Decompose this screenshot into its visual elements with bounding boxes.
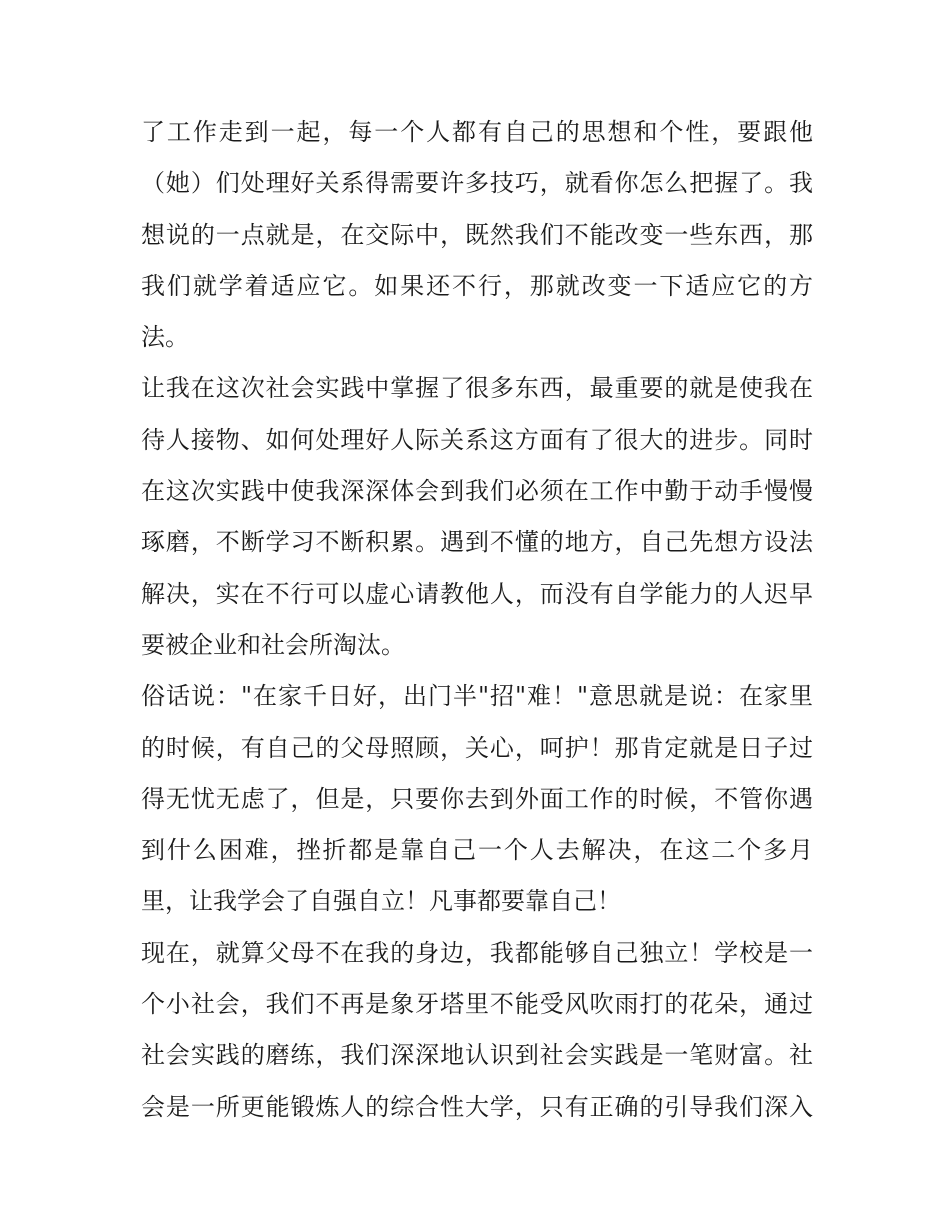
text-line: 解决，实在不行可以虚心请教他人，而没有自学能力的人迟早: [141, 579, 813, 608]
text-line: 现在，就算父母不在我的身边，我都能够自己独立！学校是一: [141, 938, 813, 967]
text-line: 到什么困难，挫折都是靠自己一个人去解决，在这二个多月: [141, 836, 813, 865]
paragraph-3: [141, 671, 813, 927]
text-line: 里，让我学会了自强自立！凡事都要靠自己！: [141, 887, 621, 916]
paragraph-1: [141, 107, 813, 363]
text-line: 待人接物、如何处理好人际关系这方面有了很大的进步。同时: [141, 425, 813, 454]
text-line: 让我在这次社会实践中掌握了很多东西，最重要的就是使我在: [141, 374, 813, 403]
paragraph-4: [141, 928, 813, 1133]
text-line: 琢磨，不断学习不断积累。遇到不懂的地方，自己先想方设法: [141, 528, 813, 557]
text-line: 会是一所更能锻炼人的综合性大学，只有正确的引导我们深入: [141, 1092, 813, 1121]
text-line: 要被企业和社会所淘汰。: [141, 630, 405, 659]
text-line: 得无忧无虑了，但是，只要你去到外面工作的时候，不管你遇: [141, 784, 813, 813]
text-line: 法。: [141, 323, 189, 352]
text-line: （她）们处理好关系得需要许多技巧，就看你怎么把握了。我: [141, 169, 813, 198]
text-line: 俗话说："在家千日好，出门半"招"难！"意思就是说：在家里: [141, 682, 813, 711]
text-line: 的时候，有自己的父母照顾，关心，呵护！那肯定就是日子过: [141, 733, 813, 762]
text-line: 社会实践的磨练，我们深深地认识到社会实践是一笔财富。社: [141, 1041, 813, 1070]
text-line: 在这次实践中使我深深体会到我们必须在工作中勤于动手慢慢: [141, 477, 813, 506]
document-body: [141, 107, 813, 1133]
paragraph-2: [141, 363, 813, 671]
text-line: 了工作走到一起，每一个人都有自己的思想和个性，要跟他: [141, 118, 813, 146]
text-line: 个小社会，我们不再是象牙塔里不能受风吹雨打的花朵，通过: [141, 990, 813, 1019]
text-line: 我们就学着适应它。如果还不行，那就改变一下适应它的方: [141, 271, 813, 300]
text-line: 想说的一点就是，在交际中，既然我们不能改变一些东西，那: [141, 220, 813, 249]
